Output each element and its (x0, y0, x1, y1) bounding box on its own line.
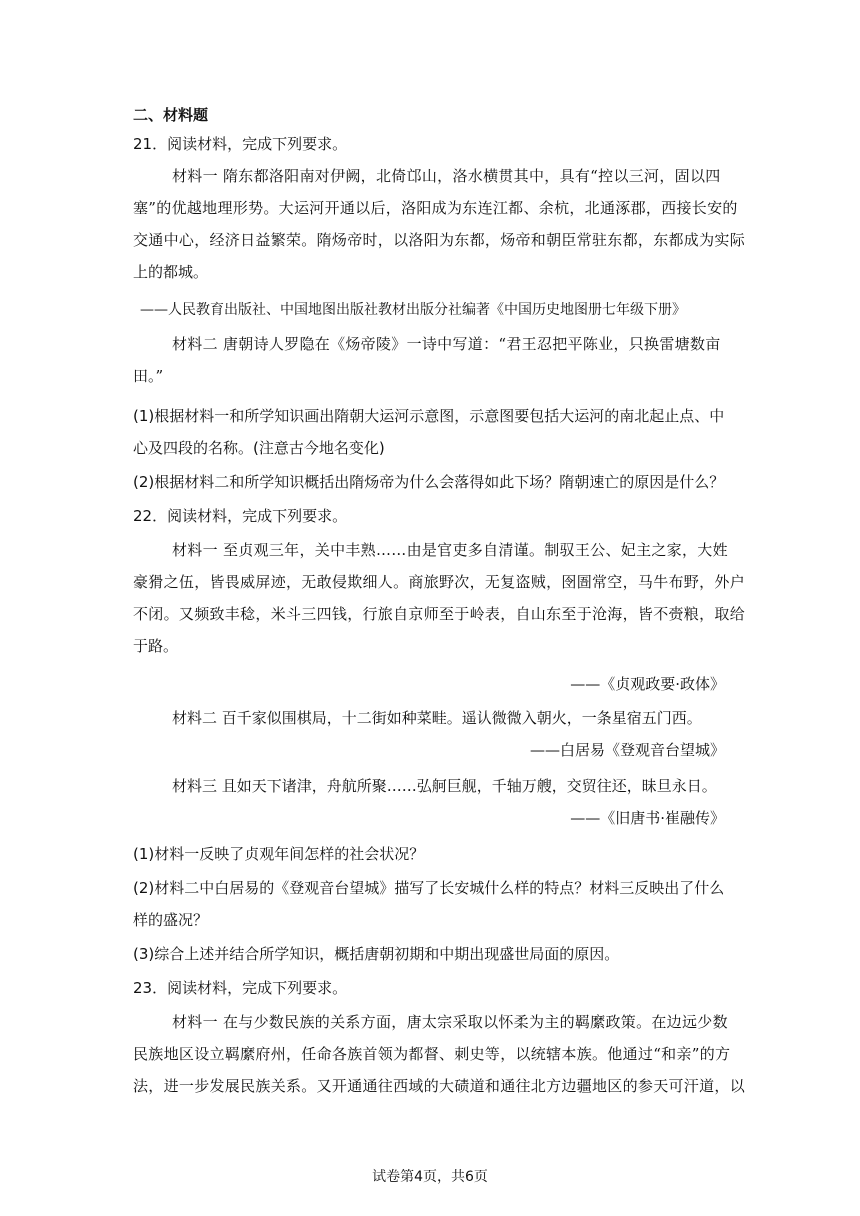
q21-stem: 21．阅读材料，完成下列要求。 (133, 135, 348, 153)
q21-question-1: 心及四段的名称。(注意古今地名变化) (133, 439, 385, 457)
q22-material2-source: ——白居易《登观音台望城》 (529, 741, 725, 759)
q22-question-3: (3)综合上述并结合所学知识，概括唐朝初期和中期出现盛世局面的原因。 (133, 945, 620, 963)
q22-material3-source: ——《旧唐书·崔融传》 (570, 809, 725, 827)
q22-material1-line: 不闭。又频致丰稔，米斗三四钱，行旅自京师至于岭表，自山东至于沧海，皆不赍粮，取给 (133, 605, 746, 623)
q22-material1-line: 豪猾之伍，皆畏威屏迹，无敢侵欺细人。商旅野次，无复盗贼，囹圄常空，马牛布野，外户 (133, 573, 746, 591)
q21-question-2: (2)根据材料二和所学知识概括出隋炀帝为什么会落得如此下场？隋朝速亡的原因是什么？ (133, 473, 725, 491)
q21-material1-source: ——人民教育出版社、中国地图出版社教材出版分社编著《中国历史地图册七年级下册》 (140, 302, 686, 318)
q22-material1-line: 于路。 (133, 637, 179, 655)
q22-material1-line: 材料一 至贞观三年，关中丰熟……由是官吏多自清谨。制驭王公、妃主之家，大姓 (172, 541, 728, 559)
q22-stem: 22．阅读材料，完成下列要求。 (133, 507, 348, 525)
q23-stem: 23．阅读材料，完成下列要求。 (133, 979, 348, 997)
q22-material3: 材料三 且如天下诸津，舟航所聚……弘舸巨舰，千轴万艘，交贸往还，昧旦永日。 (172, 777, 717, 795)
q22-question-1: (1)材料一反映了贞观年间怎样的社会状况？ (133, 845, 425, 863)
section-title: 二、材料题 (133, 106, 209, 124)
q22-material2: 材料二 百千家似围棋局，十二街如种菜畦。遥认微微入朝火，一条星宿五门西。 (172, 709, 702, 727)
q23-material1-line: 材料一 在与少数民族的关系方面，唐太宗采取以怀柔为主的羁縻政策。在边远少数 (172, 1013, 728, 1031)
q21-material1-line: 材料一 隋东都洛阳南对伊阙，北倚邙山，洛水横贯其中，具有“控以三河，固以四 (172, 167, 721, 185)
q21-material1-line: 上的都城。 (133, 263, 209, 281)
q22-material1-source: ——《贞观政要·政体》 (570, 675, 725, 693)
q21-material1-line: 塞”的优越地理形势。大运河开通以后，洛阳成为东连江都、余杭，北通涿郡，西接长安的 (133, 199, 738, 217)
q23-material1-line: 民族地区设立羁縻府州，任命各族首领为都督、刺史等，以统辖本族。他通过“和亲”的方 (133, 1045, 731, 1063)
q21-material2-line: 田。” (133, 367, 164, 385)
q21-material2-line: 材料二 唐朝诗人罗隐在《炀帝陵》一诗中写道：“君王忍把平陈业，只换雷塘数亩 (172, 335, 721, 353)
q22-question-2: (2)材料二中白居易的《登观音台望城》描写了长安城什么样的特点？材料三反映出了什么 (133, 879, 725, 897)
q23-material1-line: 法，进一步发展民族关系。又开通通往西域的大碛道和通往北方边疆地区的参天可汗道，以 (133, 1077, 746, 1095)
q21-material1-line: 交通中心，经济日益繁荣。隋炀帝时，以洛阳为东都，炀帝和朝臣常驻东都，东都成为实际 (133, 231, 746, 249)
q21-question-1: (1)根据材料一和所学知识画出隋朝大运河示意图，示意图要包括大运河的南北起止点、中 (133, 407, 725, 425)
q22-question-2: 样的盛况？ (133, 911, 209, 929)
page-footer: 试卷第4页，共6页 (372, 1169, 488, 1185)
